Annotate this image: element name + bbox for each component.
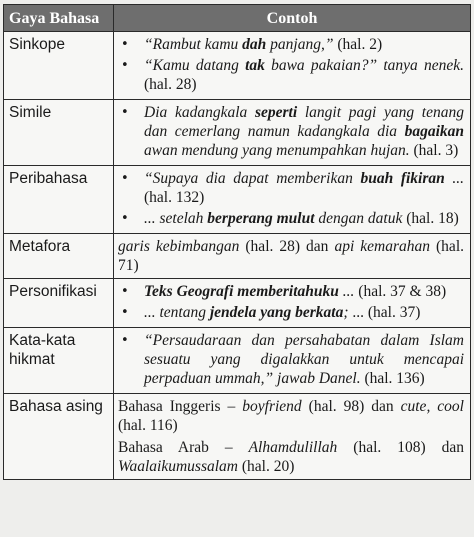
style-name-cell: Personifikasi <box>4 279 114 328</box>
italic-text: Waalaikumussalam <box>118 458 238 475</box>
example-cell <box>114 279 471 328</box>
plain-text: (hal. 98) dan <box>301 398 401 415</box>
list-item <box>118 331 464 388</box>
example-list <box>118 169 464 228</box>
example-list <box>118 103 464 160</box>
emphasis-text <box>242 36 266 53</box>
plain-text: (hal. 132) <box>144 189 205 206</box>
example-list <box>118 282 464 322</box>
italic-text: ... tentang <box>144 304 210 321</box>
bold-text: dah <box>242 36 267 53</box>
plain-text: (hal. 28) <box>144 76 197 93</box>
plain-text: ... (hal. 37) <box>348 304 421 321</box>
style-name-cell: Sinkope <box>4 32 114 100</box>
list-item <box>118 56 464 94</box>
list-item <box>118 282 464 301</box>
bullet-icon: • <box>121 333 129 348</box>
example-cell <box>114 100 471 166</box>
style-name-cell: Kata-kata hikmat <box>4 328 114 394</box>
plain-text: (hal. 108) dan <box>337 439 465 456</box>
example-list <box>118 331 464 388</box>
example-cell <box>114 32 471 100</box>
list-item <box>118 35 464 54</box>
italic-text: dengan datuk <box>314 210 403 227</box>
bold-text: bagaikan <box>404 123 464 140</box>
plain-text: (hal. 20) <box>238 458 295 475</box>
italic-text: ... setelah <box>144 210 208 227</box>
list-item <box>118 169 464 207</box>
bullet-icon: • <box>121 105 129 120</box>
italic-text: api kemarahan <box>334 238 431 255</box>
table-row <box>4 328 471 394</box>
example-cell <box>114 166 471 234</box>
plain-text: (hal. 28) dan <box>239 238 335 255</box>
plain-text: (hal. 136) <box>360 370 425 387</box>
bullet-icon: • <box>121 58 129 73</box>
bold-text: jendela yang berkata <box>209 304 344 321</box>
italic-text: boyfriend <box>242 398 302 415</box>
table-row <box>4 394 471 480</box>
figure-of-speech-table <box>3 4 471 480</box>
plain-text: Bahasa Inggeris – <box>118 398 243 415</box>
bullet-icon: • <box>121 284 129 299</box>
italic-text: garis kebimbangan <box>118 238 240 255</box>
header-contoh: Contoh <box>114 5 471 32</box>
table-row <box>4 100 471 166</box>
style-name-cell: Bahasa asing <box>4 394 114 480</box>
italic-text: Dia kadangkala <box>144 104 255 121</box>
table-header-row <box>4 5 471 32</box>
italic-text: “Kamu datang <box>144 57 246 74</box>
emphasis-text <box>405 123 464 140</box>
italic-text: ... <box>444 170 465 187</box>
bullet-icon: • <box>121 305 129 320</box>
italic-text: “Supaya dia dapat memberikan <box>144 170 361 187</box>
bold-text: buah fikiran <box>360 170 445 187</box>
emphasis-text <box>245 57 265 74</box>
italic-text: “Rambut kamu <box>144 36 243 53</box>
plain-text: (hal. 71) <box>118 238 464 274</box>
italic-text: ... <box>338 283 355 300</box>
bullet-icon: • <box>121 37 129 52</box>
italic-text: awan mendung yang menumpahkan hujan. <box>144 142 410 159</box>
bold-text: berperang mulut <box>207 210 315 227</box>
italic-text: Alhamdulillah <box>248 439 338 456</box>
list-item <box>118 209 464 228</box>
example-paragraph <box>118 237 464 275</box>
plain-text: (hal. 3) <box>409 142 459 159</box>
italic-text: langit pagi yang tenang dan cemerlang namun kadangkala dia <box>144 104 464 140</box>
plain-text: Bahasa Arab – <box>118 439 249 456</box>
example-cell <box>114 234 471 279</box>
example-cell <box>114 328 471 394</box>
emphasis-text <box>144 283 339 300</box>
table-row <box>4 234 471 279</box>
bold-text: tak <box>245 57 265 74</box>
style-name-cell: Simile <box>4 100 114 166</box>
table-body <box>4 32 471 480</box>
italic-text: ; <box>343 304 349 321</box>
italic-text: cute, cool <box>400 398 464 415</box>
list-item <box>118 103 464 160</box>
italic-text: panjang,” <box>266 36 334 53</box>
style-name-cell: Metafora <box>4 234 114 279</box>
header-gaya-bahasa: Gaya Bahasa <box>4 5 114 32</box>
plain-text: (hal. 2) <box>333 36 383 53</box>
emphasis-text <box>210 304 343 321</box>
example-cell <box>114 394 471 480</box>
example-paragraph <box>118 397 464 435</box>
bullet-icon: • <box>121 211 129 226</box>
italic-text: bawa pakaian?” tanya nenek. <box>264 57 464 74</box>
emphasis-text <box>207 210 314 227</box>
example-list <box>118 35 464 94</box>
bold-text: Teks Geografi memberitahuku <box>144 283 339 300</box>
example-paragraph <box>118 438 464 476</box>
bullet-icon: • <box>121 171 129 186</box>
style-name-cell: Peribahasa <box>4 166 114 234</box>
list-item <box>118 303 464 322</box>
italic-text: “Persaudaraan dan persahabatan dalam Islam sesuatu yang digalakkan untuk mencapai perpaduan ummah,” jawab Danel. <box>144 332 464 387</box>
plain-text: (hal. 37 & 38) <box>354 283 447 300</box>
table-row <box>4 32 471 100</box>
emphasis-text <box>360 170 444 187</box>
bold-text: seperti <box>254 104 298 121</box>
emphasis-text <box>255 104 297 121</box>
plain-text: (hal. 116) <box>118 417 178 434</box>
table-row <box>4 279 471 328</box>
table-row <box>4 166 471 234</box>
plain-text: (hal. 18) <box>402 210 459 227</box>
